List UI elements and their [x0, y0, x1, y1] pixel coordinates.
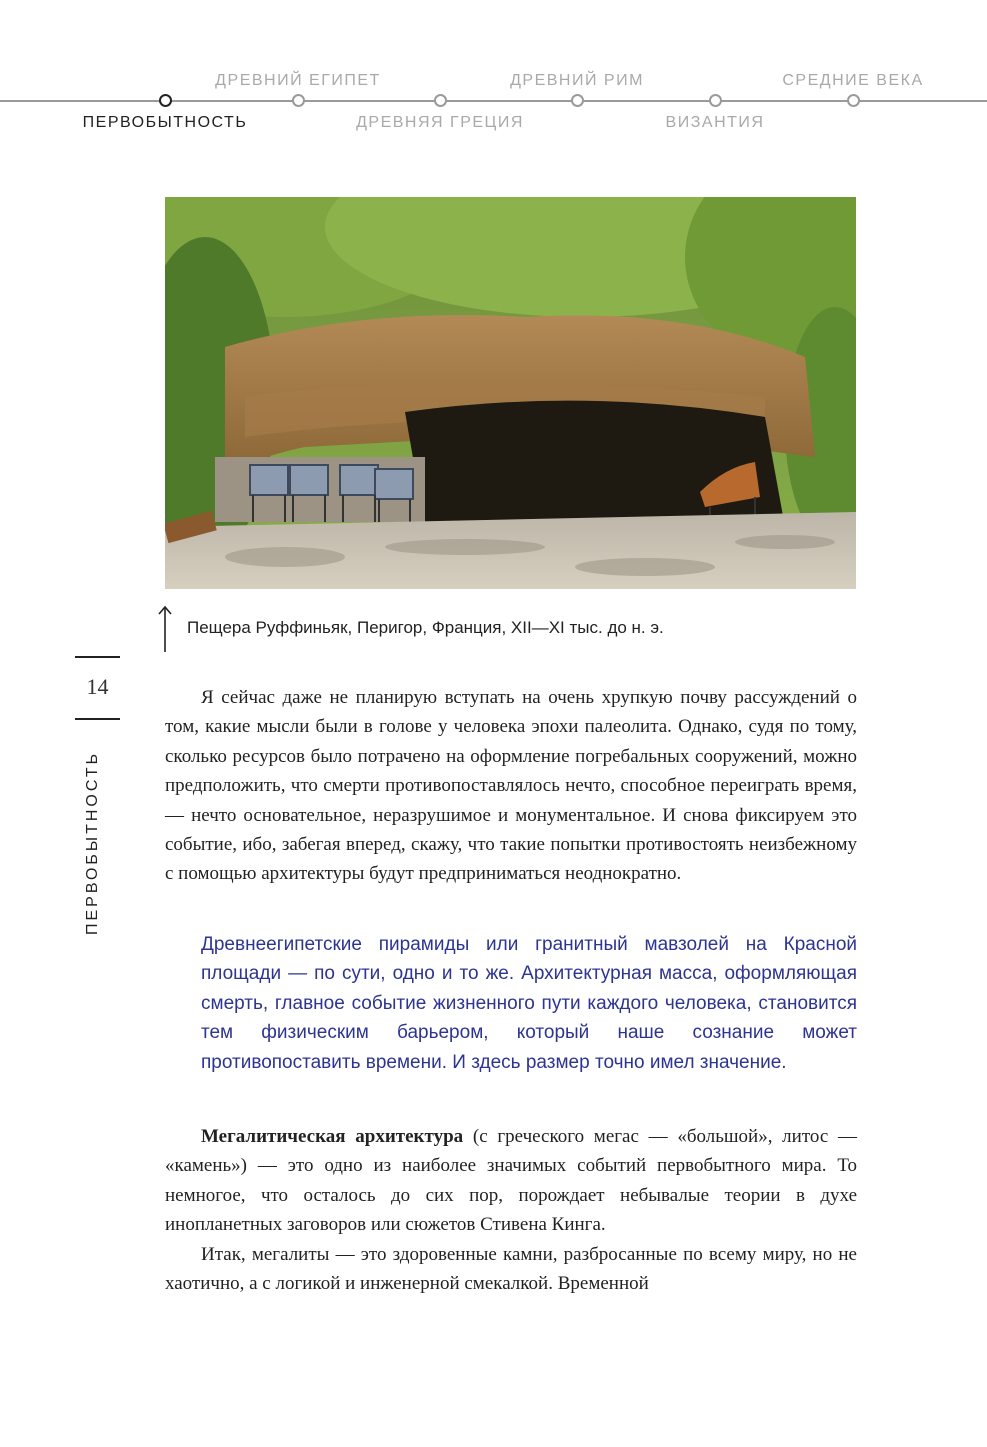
side-chapter-title: ПЕРВОБЫТНОСТЬ — [84, 750, 101, 935]
pull-quote — [201, 930, 857, 1077]
timeline-dot-egypt — [292, 94, 305, 107]
chapter-timeline — [0, 0, 987, 150]
paragraph-1-text: Я сейчас даже не планирую вступать на очень хрупкую почву рассуждений о том, какие мысли были в голове у человека эпохи палеолита. Однако, судя по тому, сколько ресурсов было потрачено на оформление погребальных сооружений, можно предположить, что смерти противопоставлялось нечто, способное переиграть время, — нечто основательное, неразрушимое и монументальное. И снова фиксируем это событие, ибо, забегая вперед, скажу, что такие попытки противостоять неизбежному с помощью архитектуры будут предприниматься неоднократно. — [165, 687, 857, 885]
paragraph-2-rest: (с греческого мегас — «большой», литос — «камень») — это одно из наиболее значимых событий первобытного мира. То немногое, что осталось до сих пор, порождает небывалые теории в духе инопланетных заговоров или сюжетов Стивена Кинга. — [165, 1126, 857, 1236]
timeline-dot-rome — [571, 94, 584, 107]
timeline-line — [0, 100, 987, 102]
pull-quote-text: Древнеегипетские пирамиды или гранитный мавзолей на Красной площади — по сути, одно и то же. Архитектурная масса, оформляющая смерть, главное событие жизненного пути каждого человека, становится тем физическим барьером, который наше сознание может противопоставить времени. И здесь размер точно имел значение. — [201, 934, 857, 1073]
paragraph-3 — [165, 1240, 857, 1299]
arrow-up-icon — [157, 604, 173, 654]
page-number-rule-top — [75, 656, 120, 658]
cave-photo — [165, 197, 856, 589]
timeline-label-greece: ДРЕВНЯЯ ГРЕЦИЯ — [356, 114, 524, 131]
timeline-label-middle-ages: СРЕДНИЕ ВЕКА — [782, 72, 924, 89]
photo-caption: Пещера Руффиньяк, Перигор, Франция, XII—XI тыс. до н. э. — [187, 618, 664, 637]
paragraph-2 — [165, 1122, 857, 1240]
page-number-rule-bottom — [75, 718, 120, 720]
timeline-label-rome: ДРЕВНИЙ РИМ — [510, 72, 644, 89]
paragraph-2-text — [165, 1122, 857, 1240]
paragraph-3-text: Итак, мегалиты — это здоровенные камни, разбросанные по всему миру, но не хаотично, а с логикой и инженерной смекалкой. Временной — [165, 1244, 857, 1295]
timeline-label-egypt: ДРЕВНИЙ ЕГИПЕТ — [215, 72, 381, 89]
timeline-dot-middle-ages — [847, 94, 860, 107]
timeline-label-byzantium: ВИЗАНТИЯ — [665, 114, 765, 131]
paragraph-1 — [165, 683, 857, 889]
term-megalithic: Мегалитическая архитектура — [201, 1126, 464, 1147]
timeline-label-prehistory: ПЕРВОБЫТНОСТЬ — [82, 114, 248, 131]
timeline-dot-prehistory — [159, 94, 172, 107]
timeline-dot-greece — [434, 94, 447, 107]
page-number: 14 — [86, 674, 109, 699]
timeline-dot-byzantium — [709, 94, 722, 107]
